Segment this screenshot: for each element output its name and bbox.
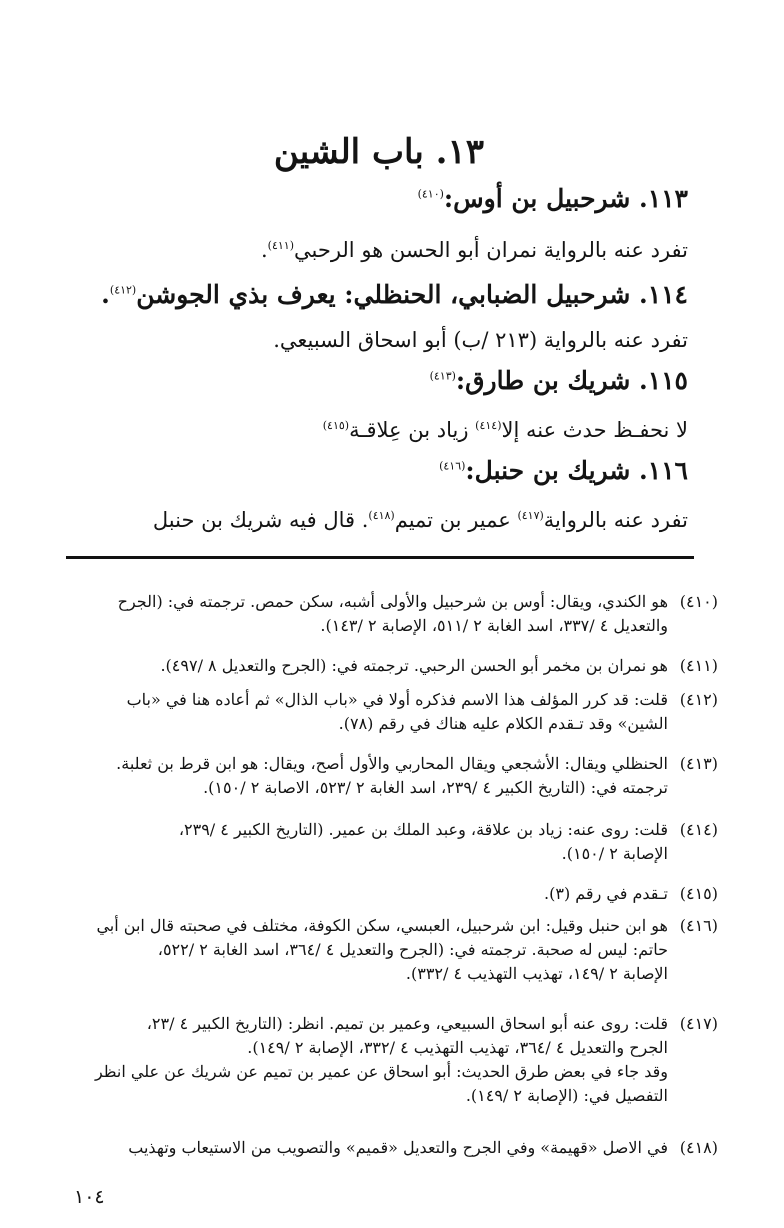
footnote-line: في الاصل «قهيمة» وفي الجرح والتعديل «قميم» والتصويب من الاستيعاب وتهذيب — [128, 1138, 668, 1157]
footnote-line: الشين» وقد تـقدم الكلام عليه هناك في رقم (٧٨). — [338, 714, 668, 733]
footnote-text — [66, 590, 668, 638]
footnote-number: (٤١٧) — [679, 1014, 718, 1033]
body-text: تفرد عنه بالرواية (٢١٣ /ب) أبو اسحاق السبيعي. — [273, 328, 688, 352]
entry-body-line — [153, 508, 688, 532]
footnote-text — [66, 882, 668, 906]
footnote-text — [66, 688, 668, 736]
footnote-text — [66, 818, 668, 866]
footnote-number: (٤١٨) — [679, 1138, 718, 1157]
entry-body-line — [273, 328, 688, 352]
footnote-number: (٤١٣) — [679, 754, 718, 773]
footnote-text — [66, 654, 668, 678]
entry-heading — [101, 280, 688, 309]
footnote-line: قلت: روى عنه: زياد بن علاقة، وعبد الملك بن عمير. (التاريخ الكبير ٤ /٢٣٩، — [178, 820, 668, 839]
body-text: زياد بن عِلاقـة — [349, 418, 476, 442]
footnote-line: هو الكندي، ويقال: أوس بن شرحبيل والأولى أشبه، سكن حمص. ترجمته في: (الجرح — [117, 592, 668, 611]
entry-heading-text: ١١٥. شريك بن طارق: — [455, 366, 688, 395]
footnote-line: الحنظلي ويقال: الأشجعي ويقال المحاربي والأول أصح، ويقال: هو ابن قرط بن ثعلبة. — [116, 754, 668, 773]
footnote-ref: (٤١٢) — [109, 283, 137, 297]
footnote-line: والتعديل ٤ /٣٣٧، اسد الغابة ٢ /٥١١، الإصابة ٢ /١٤٣). — [320, 616, 668, 635]
footnote-text — [66, 1012, 668, 1108]
entry-body-line — [323, 418, 688, 442]
body-text: عمير بن تميم — [394, 508, 518, 532]
footnote-ref: (٤١٧) — [517, 509, 544, 522]
footnote-text — [66, 1136, 668, 1160]
entry-heading — [439, 456, 688, 485]
footnote-line: الإصابة ٢ /١٥٠). — [561, 844, 668, 863]
footnote-ref: (٤١٤) — [475, 419, 502, 432]
entry-heading-text: ١١٦. شريك بن حنبل: — [465, 456, 688, 485]
chapter-title: ١٣. باب الشين — [273, 132, 484, 172]
entry-heading — [418, 184, 688, 213]
body-text: . — [260, 238, 268, 262]
footnote-text — [66, 752, 668, 800]
footnote-line: قلت: قد كرر المؤلف هذا الاسم فذكره أولا في «باب الذال» ثم أعاده هنا في «باب — [126, 690, 668, 709]
body-text: تفرد عنه بالرواية نمران أبو الحسن هو الرحبي — [294, 238, 688, 262]
footnote-line: تـقدم في رقم (٣). — [544, 884, 668, 903]
footnote-text — [66, 914, 668, 986]
footnote-ref: (٤١٠) — [417, 187, 444, 201]
footnote-ref: (٤١٦) — [439, 459, 466, 473]
footnote-line: ترجمته في: (التاريخ الكبير ٤ /٢٣٩، اسد الغابة ٢ /٥٢٣، الاصابة ٢ /١٥٠). — [203, 778, 668, 797]
footnote-separator — [66, 556, 694, 559]
footnote-line: الإصابة ٢ /١٤٩، تهذيب التهذيب ٤ /٣٣٢). — [405, 964, 668, 983]
footnote-number: (٤١٤) — [679, 820, 718, 839]
footnote-line: حاتم: ليس له صحبة. ترجمته في: (الجرح والتعديل ٤ /٣٦٤، اسد الغابة ٢ /٥٢٢، — [157, 940, 668, 959]
entry-heading-text: ١١٤. شرحبيل الضبابي، الحنظلي: يعرف بذي الجوشن — [136, 280, 688, 309]
footnote-ref: (٤١٣) — [429, 369, 456, 383]
footnote-ref: (٤١٥) — [322, 419, 350, 432]
footnote-ref: (٤١١) — [267, 239, 294, 252]
footnote-line: وقد جاء في بعض طرق الحديث: أبو اسحاق عن عمير بن تميم عن شريك عن علي انظر — [94, 1062, 668, 1081]
entry-body-line — [261, 238, 688, 262]
entry-heading — [430, 366, 688, 395]
footnote-number: (٤١١) — [679, 656, 718, 675]
footnote-number: (٤١٥) — [679, 884, 718, 903]
entry-heading-text: ١١٣. شرحبيل بن أوس: — [443, 184, 688, 213]
body-text: تفرد عنه بالرواية — [543, 508, 688, 532]
footnote-line: هو نمران بن مخمر أبو الحسن الرحبي. ترجمته في: (الجرح والتعديل ٨ /٤٩٧). — [160, 656, 668, 675]
body-text: . قال فيه شريك بن حنبل — [152, 508, 369, 532]
footnote-line: قلت: روى عنه أبو اسحاق السبيعي، وعمير بن تميم. انظر: (التاريخ الكبير ٤ /٢٣، — [146, 1014, 668, 1033]
footnote-number: (٤١٠) — [679, 592, 718, 611]
footnote-number: (٤١٦) — [679, 916, 718, 935]
entry-heading-text: . — [101, 280, 110, 309]
footnote-line: التفصيل في: (الإصابة ٢ /١٤٩). — [465, 1086, 668, 1105]
footnote-ref: (٤١٨) — [368, 509, 395, 522]
page-number: ١٠٤ — [74, 1186, 105, 1208]
footnote-line: الجرح والتعديل ٤ /٣٦٤، تهذيب التهذيب ٤ /٣٣٢، الإصابة ٢ /١٤٩). — [247, 1038, 668, 1057]
body-text: لا نحفـظ حدث عنه إلا — [501, 418, 688, 442]
footnote-number: (٤١٢) — [679, 690, 718, 709]
footnote-line: هو ابن حنبل وقيل: ابن شرحبيل، العبسي، سكن الكوفة، مختلف في صحبته قال ابن أبي — [96, 916, 668, 935]
